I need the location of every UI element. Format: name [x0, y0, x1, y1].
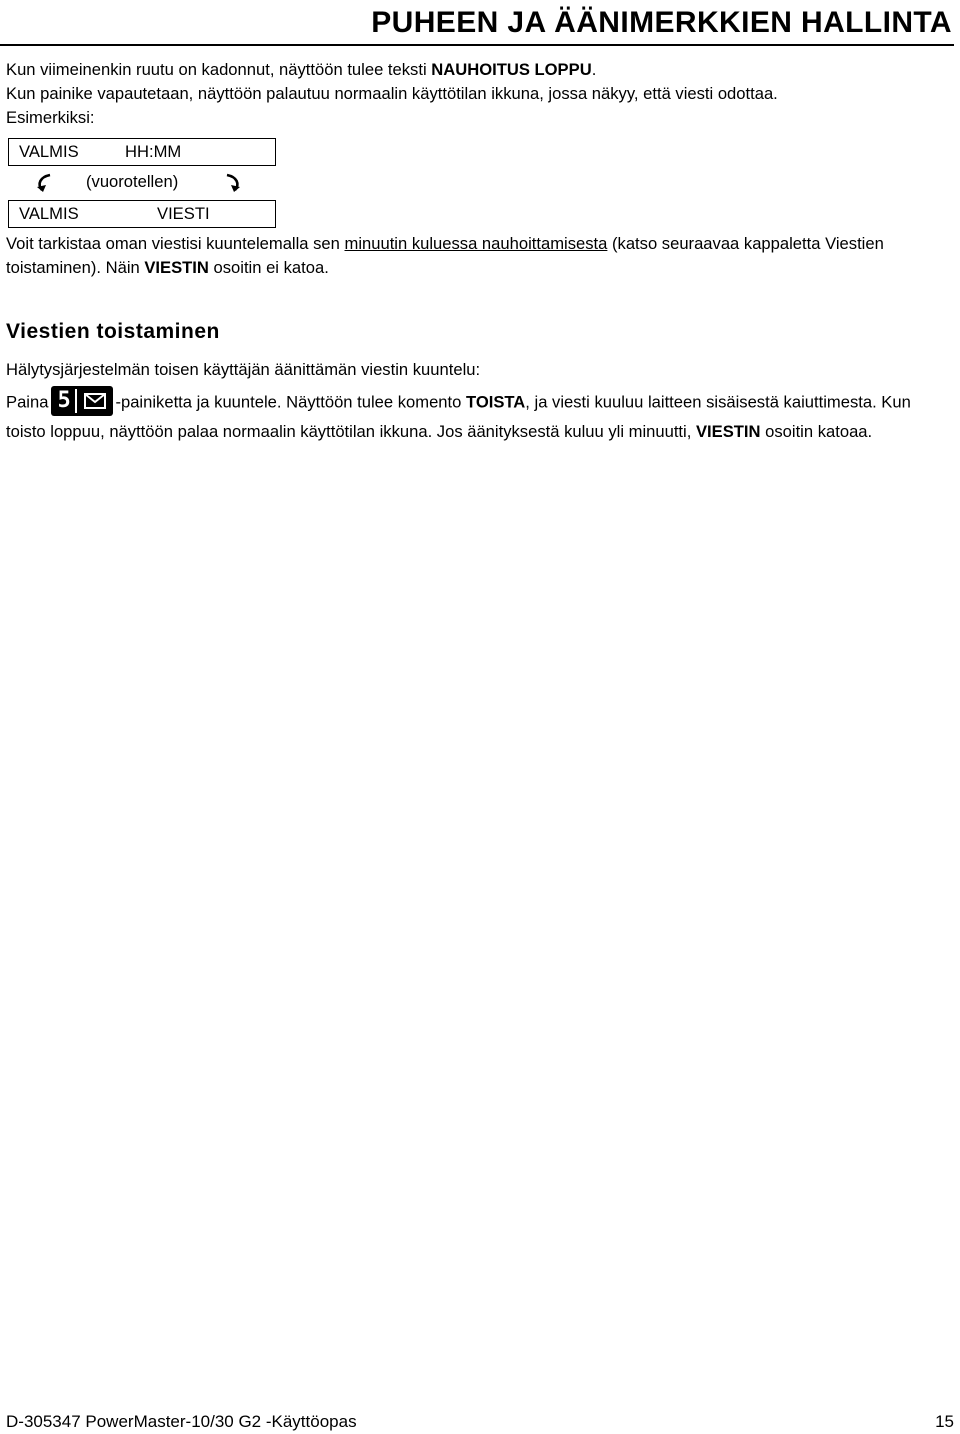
- page-content: [6, 58, 951, 446]
- check-message-paragraph: Voit tarkistaa oman viestisi kuuntelemalla sen minuutin kuluessa nauhoittamisesta (katso seuraavaa kappaletta Viestien toistaminen). Näin VIESTIN osoitin ei katoa.: [6, 234, 884, 277]
- message-indicator-label: VIESTIN: [144, 258, 209, 277]
- curved-arrow-left-icon: [34, 172, 56, 199]
- section-heading: Viestien toistaminen: [6, 320, 220, 343]
- display-screen-ready-message: VALMIS VIESTI: [8, 200, 276, 228]
- curved-arrow-right-icon: [222, 172, 244, 199]
- release-paragraph: Kun painike vapautetaan, näyttöön palautuu normaalin käyttötilan ikkuna, jossa näkyy, että viesti odottaa. Esimerkiksi:: [6, 84, 778, 127]
- playback-paragraph: Paina 5 -painiketta ja kuuntele. Näyttöön tulee komento TOISTA, ja viesti kuuluu laitteen sisäisestä kaiuttimesta. Kun toisto loppuu, näyttöön palaa normaalin käyttötilan ikkuna. Jos äänityksestä kuluu yli minuutti, VIESTIN osoitin katoaa.: [6, 388, 911, 441]
- alternating-indicator: (vuorotellen): [6, 166, 951, 200]
- section-intro: Hälytysjärjestelmän toisen käyttäjän äänittämän viestin kuuntelu:: [6, 360, 481, 379]
- recording-end-label: NAUHOITUS LOPPU: [431, 60, 592, 79]
- message-indicator-label-2: VIESTIN: [695, 422, 761, 441]
- page-title: PUHEEN JA ÄÄNIMERKKIEN HALLINTA: [371, 6, 952, 39]
- recording-end-paragraph: Kun viimeinenkin ruutu on kadonnut, näyttöön tulee teksti NAUHOITUS LOPPU.: [6, 60, 597, 79]
- display-screen-ready-time: VALMIS HH:MM: [8, 138, 276, 166]
- example-label: Esimerkiksi:: [6, 108, 95, 127]
- document-title: D-305347 PowerMaster-10/30 G2 -Käyttöopas: [6, 1412, 357, 1431]
- play-command-label: TOISTA: [465, 392, 526, 412]
- play-message-key: 5: [51, 386, 113, 416]
- page-header: [0, 0, 954, 46]
- page-number: 15: [935, 1412, 954, 1431]
- envelope-icon: [84, 393, 106, 409]
- one-minute-underline: minuutin kuluessa nauhoittamisesta: [344, 234, 608, 253]
